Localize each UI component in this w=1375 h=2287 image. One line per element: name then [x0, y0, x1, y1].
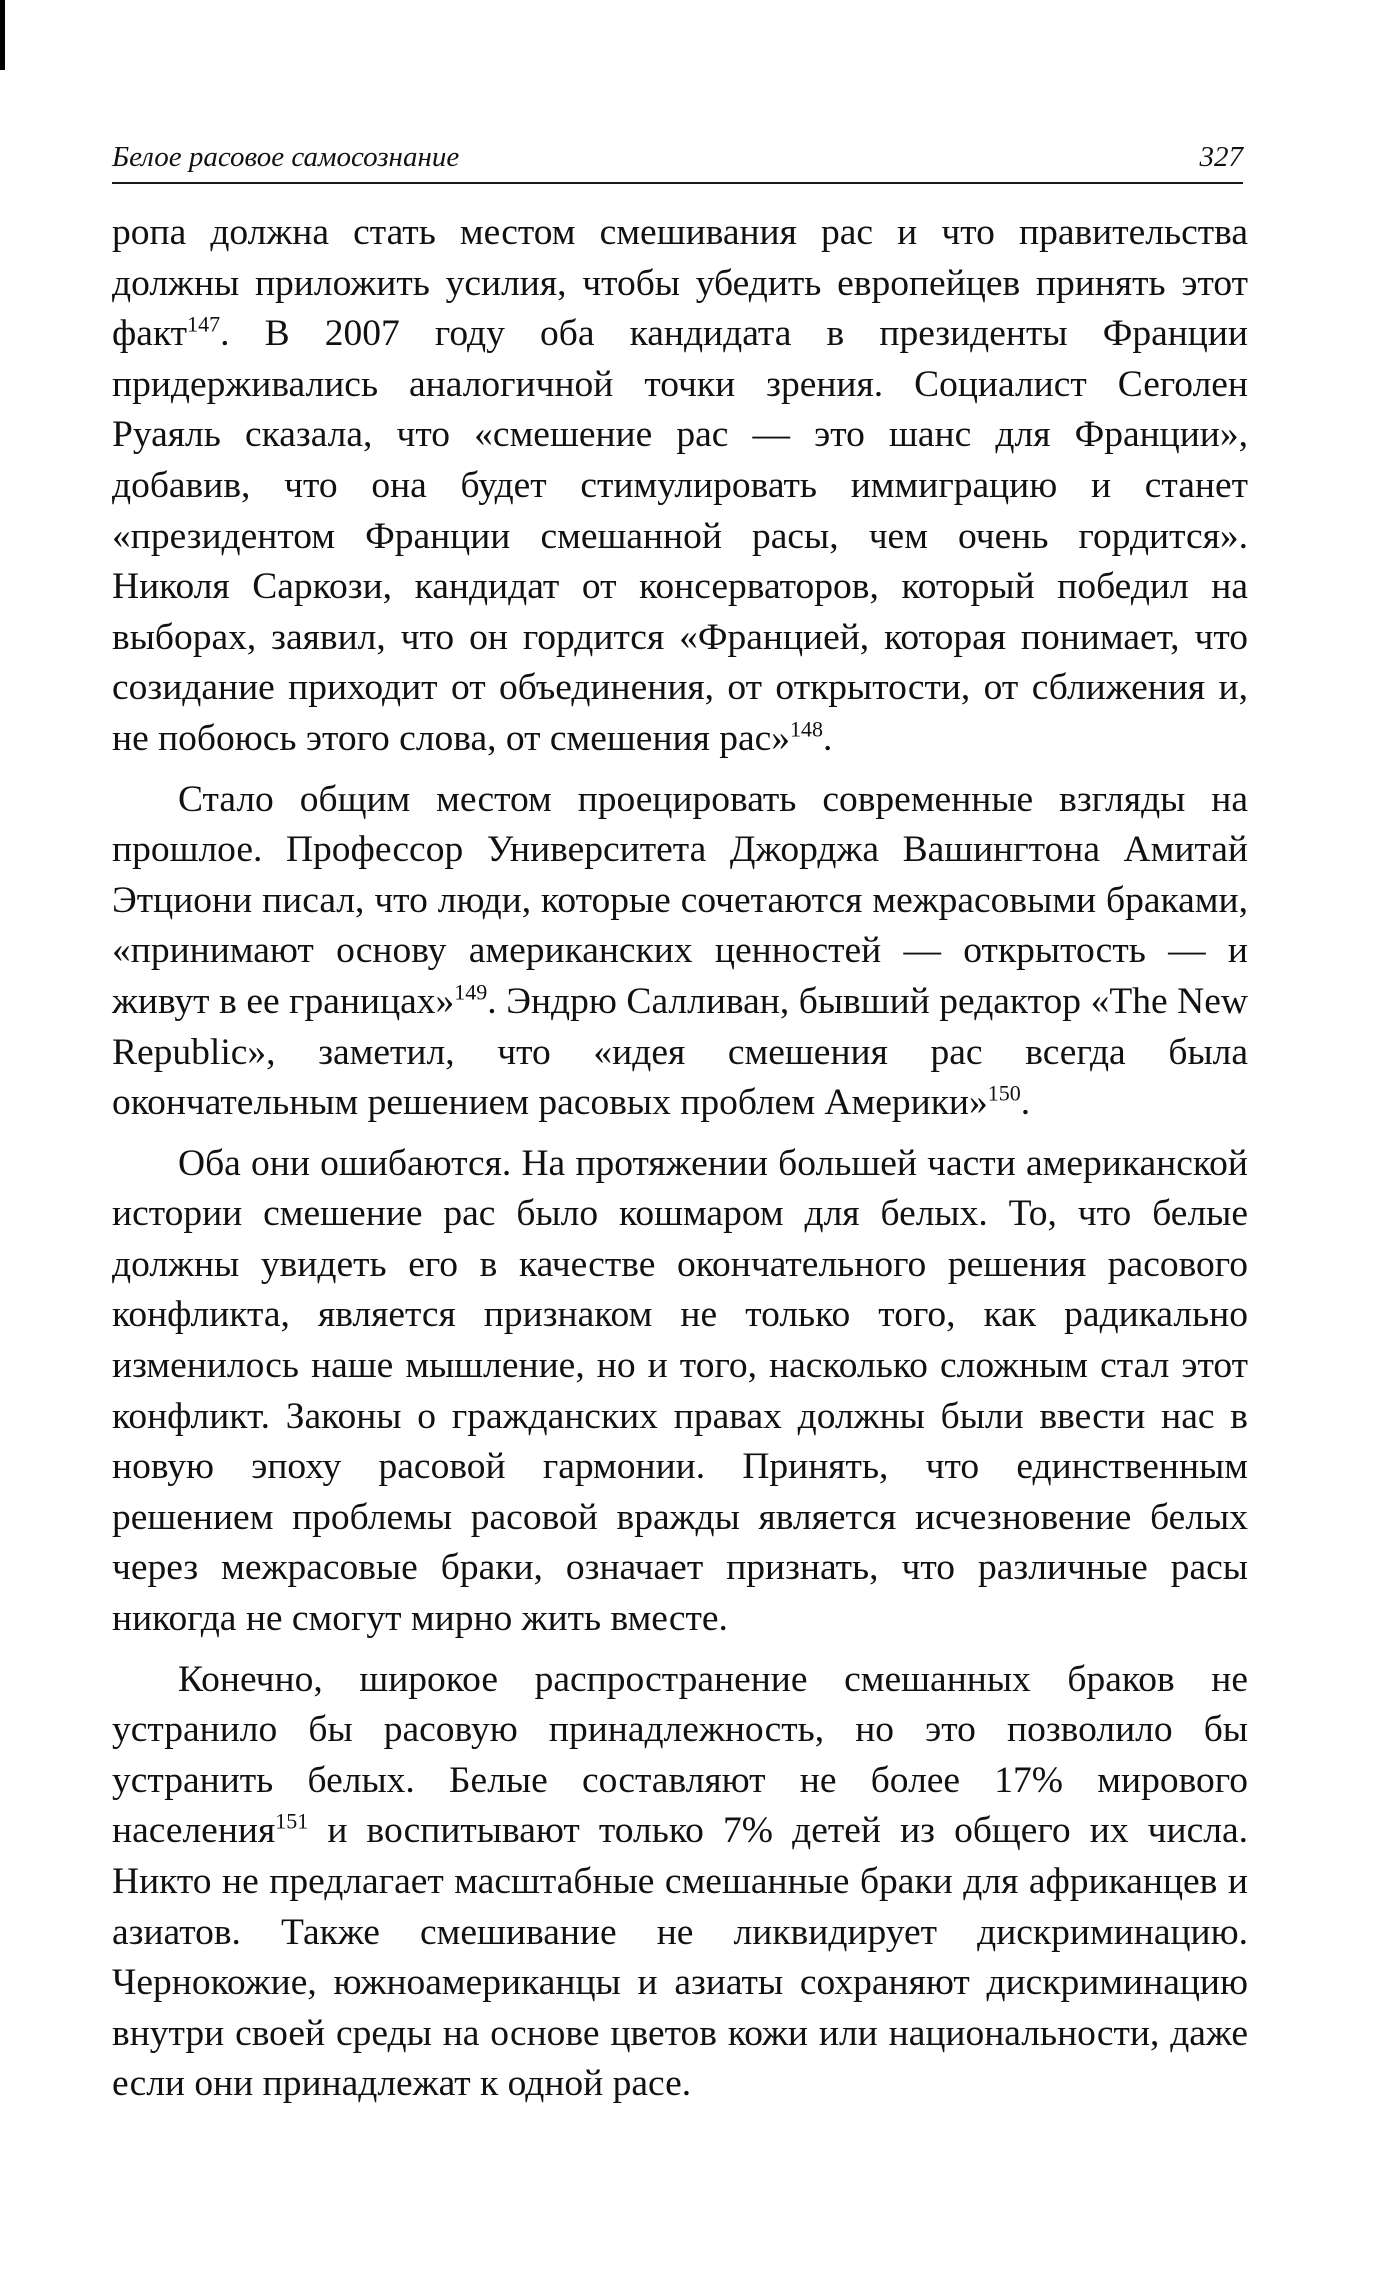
page-header — [112, 138, 1243, 184]
text-run: Стало общим местом проецировать современные взгляды на прошлое. Профессор Университета Джорджа Вашингтона Амитай Этциони писал, что люди, которые сочетаются межрасовыми браками, «принимают основу американских ценностей — открытость — и живут в ее границах» — [112, 778, 1248, 1022]
footnote-ref: 148 — [790, 716, 824, 742]
page-number: 327 — [1199, 141, 1243, 173]
text-run: ропа должна стать местом смешивания рас и что правительства должны приложить усилия, чтобы убедить европейцев принять этот факт — [112, 212, 1248, 355]
text-run: . — [1020, 1082, 1031, 1124]
page-body — [112, 208, 1248, 2110]
paragraph — [112, 1655, 1248, 2110]
running-title: Белое расовое самосознание — [112, 141, 460, 173]
paragraph — [112, 1139, 1248, 1645]
footnote-ref: 150 — [987, 1080, 1021, 1106]
text-run: . — [823, 717, 833, 759]
text-run: . Эндрю Салливан, бывший редактор «The New Republic», заметил, что «идея смешения рас всегда была окончательным решением расовых проблем Америки» — [112, 980, 1248, 1124]
page-edge-mark — [0, 0, 5, 70]
paragraph — [112, 208, 1248, 765]
text-run: Конечно, широкое распространение смешанных браков не устранило бы расовую принадлежность, но это позволило бы устранить белых. Белые составляют не более 17% мирового населения — [112, 1658, 1248, 1852]
footnote-ref: 147 — [187, 311, 221, 337]
footnote-ref: 151 — [275, 1808, 309, 1834]
paragraph — [112, 775, 1248, 1129]
text-run: и воспитывают только 7% детей из общего их числа. Никто не предлагает масштабные смешанные браки для африканцев и азиатов. Также смешивание не ликвидирует дискриминацию. Чернокожие, южноамериканцы и азиаты сохраняют дискриминацию внутри своей среды на основе цветов кожи или национальности, даже если они принадлежат к одной расе. — [112, 1810, 1248, 2105]
text-run: . В 2007 году оба кандидата в президенты Франции придерживались аналогичной точки зрения. Социалист Сеголен Руаяль сказала, что «смешение рас — это шанс для Франции», добавив, что она будет стимулировать иммиграцию и станет «президентом Франции смешанной расы, чем очень гордится». Николя Саркози, кандидат от консерваторов, который победил на выборах, заявил, что он гордится «Францией, которая понимает, что созидание приходит от объединения, от открытости, от сближения и, не побоюсь этого слова, от смешения рас» — [112, 313, 1248, 759]
footnote-ref: 149 — [454, 979, 488, 1005]
text-run: Оба они ошибаются. На протяжении большей части американской истории смешение рас было кошмаром для белых. То, что белые должны увидеть его в качестве окончательного решения расового конфликта, является признаком не только того, как радикально изменилось наше мышление, но и того, насколько сложным стал этот конфликт. Законы о гражданских правах должны были ввести нас в новую эпоху расовой гармонии. Принять, что единственным решением проблемы расовой вражды является исчезновение белых через межрасовые браки, означает признать, что различные расы никогда не смогут мирно жить вместе. — [112, 1142, 1248, 1640]
